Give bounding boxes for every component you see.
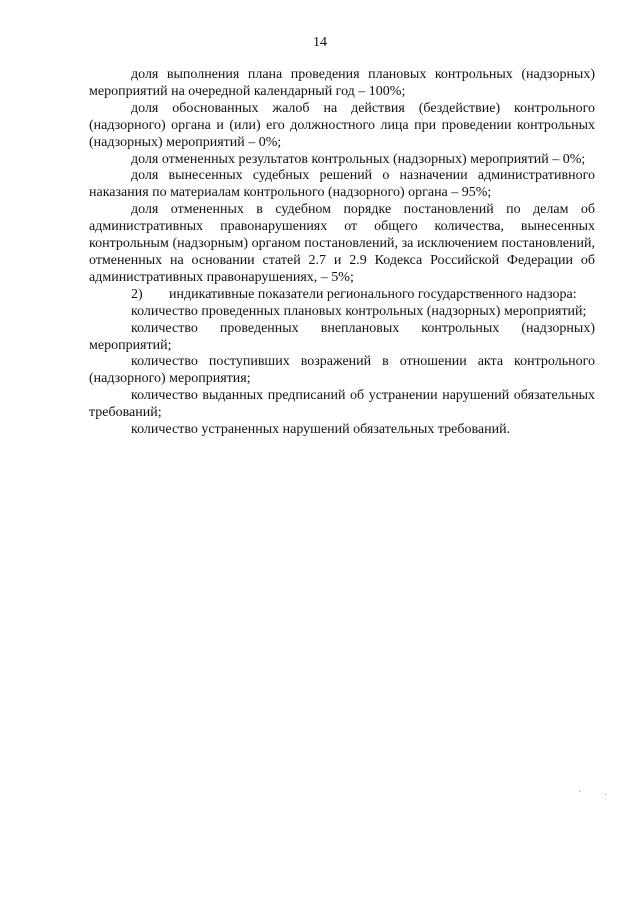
paragraph-plan-fulfillment: доля выполнения плана проведения плановых контрольных (надзорных) мероприятий на очередной календарный год – 100%; [89,67,595,99]
paragraph-justified-complaints: доля обоснованных жалоб на действия (бездействие) контрольного (надзорного) органа и (или) его должностного лица при проведении контрольных (надзорных) мероприятий – 0%; [89,100,595,150]
paragraph-cancelled-results: доля отмененных результатов контрольных (надзорных) мероприятий – 0%; [131,151,586,167]
page-number: 14 [313,35,327,50]
indicator-violations-eliminated: количество устраненных нарушений обязательных требований. [131,422,511,438]
indicator-planned-events: количество проведенных плановых контрольных (надзорных) мероприятий; [131,303,587,319]
paragraph-court-decisions: доля вынесенных судебных решений о назначении административного наказания по материалам контрольного (надзорного) органа – 95%; [89,168,595,201]
scan-artifact [605,794,606,795]
document-body [89,67,595,439]
list-item-indicative-indicators [89,287,595,304]
indicator-objections: количество поступивших возражений в отношении акта контрольного (надзорного) мероприятия; [89,354,595,387]
list-marker: 2) [131,286,143,302]
scan-artifact [579,791,580,792]
indicator-unplanned-events: количество проведенных внеплановых контрольных (надзорных) мероприятий; [89,320,595,353]
paragraph-cancelled-rulings: доля отмененных в судебном порядке постановлений по делам об административных правонарушениях от общего количества, вынесенных контрольным (надзорным) органом постановлений, за исключением постановлений, отмененных на основании статей 2.7 и 2.9 Кодекса Российской Федерации об административных правонарушениях, – 5%; [89,202,595,285]
indicator-orders-issued: количество выданных предписаний об устранении нарушений обязательных требований; [89,388,595,421]
list-item-text: индикативные показатели регионального государственного надзора: [169,286,577,302]
